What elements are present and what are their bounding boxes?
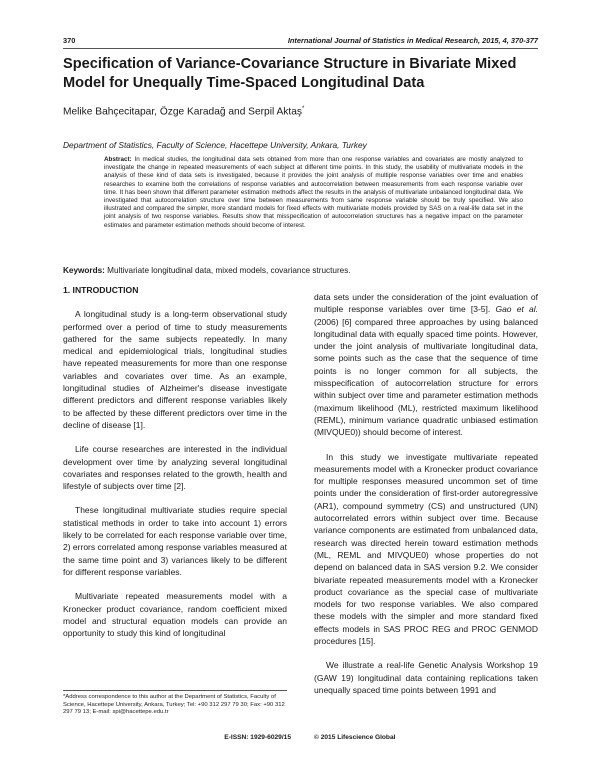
intro-paragraph-1: A longitudinal study is a long-term observational study performed over a period of time to study measurements gathered for the same subjects repeatedly. In many medical and epidemiological trials, longitudinal studies have repeated measurements for more than one response variables and covariates over time. As an example, longitudinal studies of Alzheimer's disease investigate different predictors and different response variables likely to be affected by these different predictors over time in the decline of disease [1]. <box>63 309 287 430</box>
author-names: Melike Bahçecitapar, Özge Karadağ and Serpil Aktaş <box>63 106 302 118</box>
running-header <box>63 36 538 48</box>
right-paragraph-1-start: data sets under the consideration of the joint evaluation of multiple response variables over time [3-5]. <box>314 292 538 315</box>
right-column <box>314 291 538 708</box>
journal-reference: International Journal of Statistics in Medical Research, 2015, 4, 370-377 <box>287 36 538 45</box>
right-paragraph-1-end: (2006) [6] compared three approaches by using balanced longitudinal data with equally spaced time points. However, under the joint analysis of multivariate longitudinal data, some points such as the case that the sequence of time points is no longer common for all subjects, the misspecification of autocorrelation structure for errors within subject over time and parameter estimation methods (maximum likelihood (ML), restricted maximum likelihood (REML), minimum variance quadratic unbiased estimation (MIVQUE0)) should become of interest. <box>314 316 538 438</box>
header-rule <box>63 48 538 49</box>
keywords <box>63 266 539 275</box>
page-number: 370 <box>63 36 76 45</box>
left-column <box>63 282 287 651</box>
footnote-rule <box>63 690 287 691</box>
right-paragraph-1 <box>314 291 538 439</box>
correspondence-footnote: *Address correspondence to this author at the Department of Statistics, Faculty of Science, Hacettepe University, Ankara, Turkey; Tel: +90 312 297 79 30; Fax: +90 312 297 79 13; E-mail: spi@hacettepe.edu.tr <box>63 694 285 716</box>
right-paragraph-2: In this study we investigate multivariate repeated measurements model with a Kronecker product covariance for multiple responses measured uncommon set of time points under the consideration of first-order autoregressive (AR1), compound symmetry (CS) and unstructured (UN) autocorrelated errors within subject over time. Because variance components are estimated from unbalanced data, research was directed herein toward estimation methods (ML, REML and MIVQUE0) whose properties do not depend on balanced data in SAS version 9.2. We consider bivariate repeated measurements model with a Kronecker product covariance as the special case of multivariate models for two response variables. We also compared these models with the simpler and more standard fixed effects models in SAS PROC REG and PROC GENMOD procedures [15]. <box>314 451 538 647</box>
citation-gao-et-al: Gao et al. <box>495 304 539 315</box>
affiliation: Department of Statistics, Faculty of Science, Hacettepe University, Ankara, Turkey <box>63 140 367 150</box>
copyright: © 2015 Lifescience Global <box>314 734 396 741</box>
corresponding-author-mark: * <box>301 106 305 112</box>
keywords-label: Keywords: <box>63 266 105 275</box>
intro-paragraph-3: These longitudinal multivariate studies require special statistical methods in order to take into account 1) errors likely to be correlated for each response variable over time, 2) errors correlated among response variables measured at the same time point and 3) variances likely to be different for different response variables. <box>63 505 287 577</box>
e-issn: E-ISSN: 1929-6029/15 <box>224 734 291 741</box>
author-list <box>63 106 304 117</box>
intro-paragraph-4: Multivariate repeated measurements model with a Kronecker product covariance, random coefficient mixed model and structural equation models can provide an opportunity to study this kind of longitudinal <box>63 591 287 639</box>
abstract-text: In medical studies, the longitudinal data sets obtained from more than one response variables and covariates are mostly analyzed to investigate the change in repeated measurements of each subject at different time points. In this study, the usability of multivariate models in the analysis of these kind of data sets is investigated, because it provides the joint analysis of multiple response variables over time and enables researches to examine both the correlations of response variables and autocorrelation between measurements from each response variable over time. It has been shown that different parameter estimation methods affect the results in the analysis of multivariate unbalanced longitudinal data. We investigated that autocorrelation structure over time between measurements from same response variable should be truly specified. We also illustrated and compared the simpler, more standard models for fixed effects with multivariate models provided by SAS on a real-life data set in the joint analysis of two response variables. Results show that misspecification of autocorrelation structures has a negative impact on the parameter estimates and parameter estimation methods should become of interest. <box>104 156 524 229</box>
intro-paragraph-2: Life course researches are interested in the individual development over time by analyzing several longitudinal covariates and responses related to the growth, health and lifestyle of subjects over time [2]. <box>63 444 287 492</box>
page-footer <box>63 734 539 746</box>
abstract-label: Abstract: <box>104 156 132 163</box>
abstract <box>104 156 523 230</box>
keywords-text: Multivariate longitudinal data, mixed models, covariance structures. <box>107 266 351 275</box>
right-paragraph-3: We illustrate a real-life Genetic Analysis Workshop 19 (GAW 19) longitudinal data containing replications taken unequally spaced time points between 1991 and <box>314 660 538 695</box>
section-heading-introduction: 1. INTRODUCTION <box>63 285 139 295</box>
article-title: Specification of Variance-Covariance Structure in Bivariate Mixed Model for Unequally Time-Spaced Longitudinal Data <box>63 56 517 91</box>
